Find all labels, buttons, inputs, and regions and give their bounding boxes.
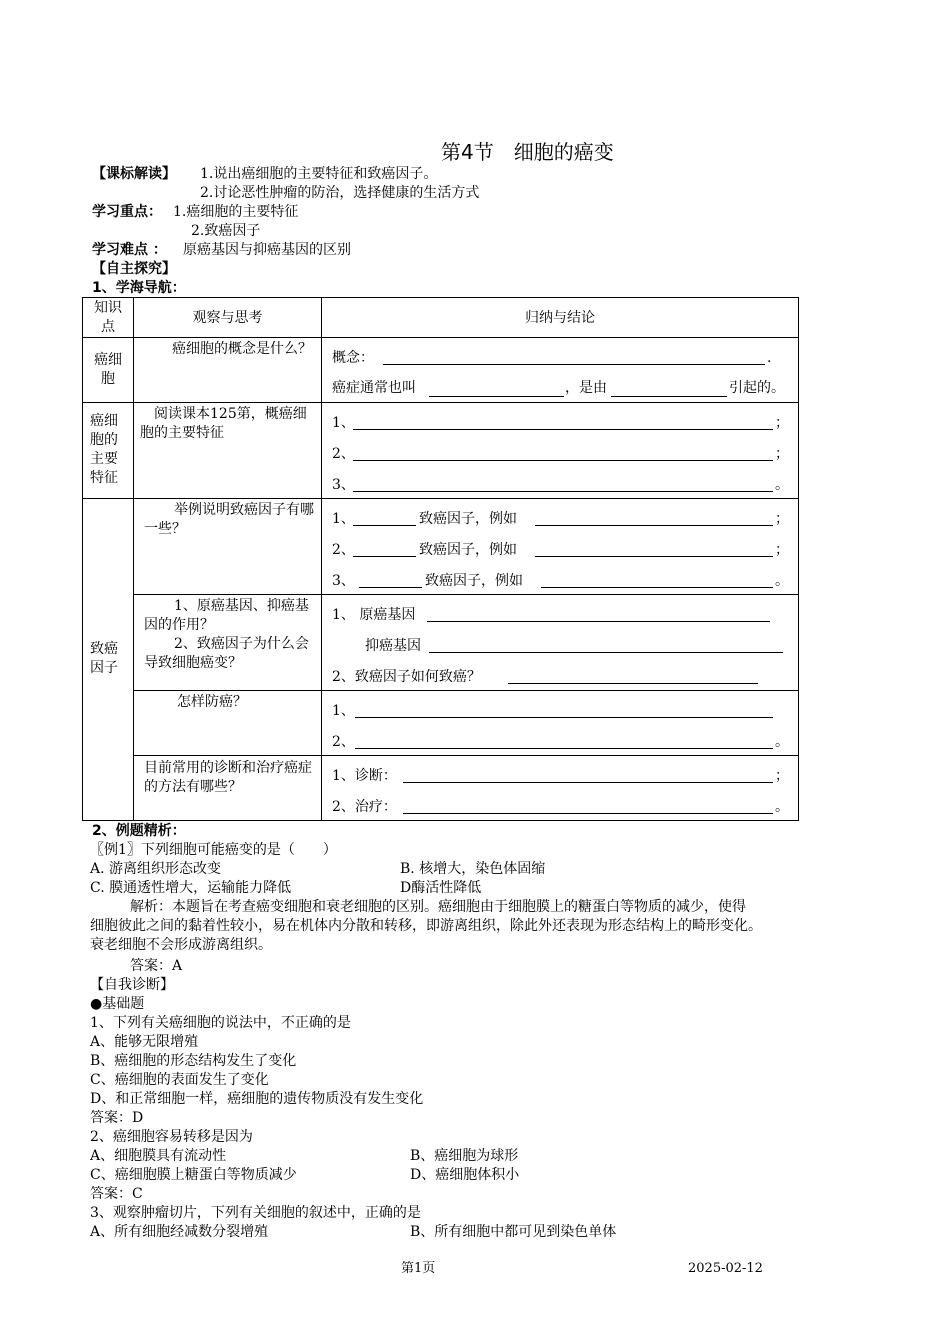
page-title: 第4节 细胞的癌变 bbox=[441, 140, 614, 164]
punct: ； bbox=[775, 511, 789, 527]
q3-option-b: B、所有细胞中都可见到染色单体 bbox=[410, 1224, 617, 1240]
blank-line[interactable] bbox=[355, 717, 773, 718]
q1-option-c: C、癌细胞的表面发生了变化 bbox=[90, 1072, 269, 1088]
row1-concept-label: 概念： bbox=[332, 350, 374, 366]
punct: 。 bbox=[775, 734, 789, 750]
xuehai-heading: 1、学海导航： bbox=[92, 280, 186, 296]
blank-line[interactable] bbox=[427, 621, 770, 622]
blank-line[interactable] bbox=[508, 683, 758, 684]
kebiao-label: 【课标解读】 bbox=[92, 166, 176, 182]
row3-num: 1、 bbox=[332, 511, 355, 527]
punct: 。 bbox=[775, 477, 789, 493]
header-observe: 观察与思考 bbox=[192, 310, 263, 326]
example-question: 〖例1〗下列细胞可能癌变的是（ ） bbox=[90, 842, 337, 858]
row1-end-text: 引起的。 bbox=[729, 380, 785, 396]
row3-num: 3、 bbox=[332, 573, 355, 589]
row3-knowledge: 致癌因子 bbox=[90, 641, 118, 676]
page-date: 2025-02-12 bbox=[688, 1261, 763, 1276]
blank-line[interactable] bbox=[355, 748, 773, 749]
row1-question: 癌细胞的概念是什么？ bbox=[172, 341, 312, 357]
blank-line[interactable] bbox=[541, 587, 773, 588]
zizhu-heading: 【自主探究】 bbox=[92, 261, 176, 277]
blank-line[interactable] bbox=[353, 429, 773, 430]
q3-option-a: A、所有细胞经减数分裂增殖 bbox=[90, 1224, 269, 1240]
q3-stem: 3、观察肿瘤切片，下列有关细胞的叙述中，正确的是 bbox=[90, 1205, 421, 1221]
q1-option-a: A、能够无限增殖 bbox=[90, 1034, 199, 1050]
punct: 。 bbox=[775, 573, 789, 589]
example-option-d: D酶活性降低 bbox=[400, 880, 482, 896]
row2-item-1: 1、 bbox=[332, 415, 355, 431]
row4-how-label: 2、致癌因子如何致癌？ bbox=[332, 669, 481, 685]
q2-option-a: A、细胞膜具有流动性 bbox=[90, 1148, 227, 1164]
punct: 。 bbox=[775, 799, 789, 815]
example-option-b: B. 核增大，染色体固缩 bbox=[400, 861, 546, 877]
example-answer: 答案：A bbox=[130, 958, 183, 974]
q2-answer: 答案：C bbox=[90, 1186, 143, 1202]
punct: . bbox=[767, 350, 772, 366]
example-heading: 2、例题精析： bbox=[92, 823, 186, 839]
row2-knowledge: 癌细胞的主要特征 bbox=[90, 413, 118, 486]
blank-line[interactable] bbox=[353, 525, 416, 526]
basic-heading: ●基础题 bbox=[90, 996, 145, 1012]
nandian-text: 原癌基因与抑癌基因的区别 bbox=[183, 242, 351, 258]
blank-line[interactable] bbox=[353, 556, 416, 557]
row2-item-2: 2、 bbox=[332, 446, 355, 462]
blank-line[interactable] bbox=[403, 813, 773, 814]
blank-line[interactable] bbox=[403, 782, 773, 783]
row3-item: 致癌因子，例如 bbox=[425, 573, 523, 589]
row3-item: 致癌因子，例如 bbox=[419, 542, 517, 558]
row2-item-3: 3、 bbox=[332, 477, 355, 493]
example-analysis-1: 解析：本题旨在考查癌变细胞和衰老细胞的区别。癌细胞由于细胞膜上的糖蛋白等物质的减少，使得 bbox=[130, 899, 746, 915]
row3-question: 举例说明致癌因子有哪一些？ bbox=[144, 502, 314, 537]
punct: ； bbox=[775, 768, 789, 784]
row1-alias-label: 癌症通常也叫 bbox=[332, 380, 416, 396]
blank-line[interactable] bbox=[429, 396, 564, 397]
row3-num: 2、 bbox=[332, 542, 355, 558]
selftest-heading: 【自我诊断】 bbox=[90, 977, 174, 993]
example-analysis-2: 细胞彼此之间的黏着性较小，易在机体内分散和转移，即游离组织，除此外还表现为形态结构上的畸形变化。 bbox=[90, 918, 762, 934]
blank-line[interactable] bbox=[535, 556, 773, 557]
page-number: 第1页 bbox=[401, 1261, 436, 1276]
q1-option-b: B、癌细胞的形态结构发生了变化 bbox=[90, 1053, 297, 1069]
row3-item: 致癌因子，例如 bbox=[419, 511, 517, 527]
q2-option-b: B、癌细胞为球形 bbox=[410, 1148, 519, 1164]
kebiao-item-2: 2.讨论恶性肿瘤的防治，选择健康的生活方式 bbox=[200, 185, 480, 201]
row6-treat-label: 2、治疗： bbox=[332, 799, 397, 815]
blank-line[interactable] bbox=[535, 525, 773, 526]
blank-line[interactable] bbox=[353, 491, 773, 492]
row4-question-1: 1、原癌基因、抑癌基因的作用？ bbox=[144, 598, 309, 633]
blank-line[interactable] bbox=[353, 460, 773, 461]
row4-supp-label: 抑癌基因 bbox=[365, 638, 421, 654]
header-knowledge: 知识点 bbox=[94, 300, 122, 335]
kebiao-item-1: 1.说出癌细胞的主要特征和致癌因子。 bbox=[200, 166, 438, 182]
row4-proto-label: 1、 原癌基因 bbox=[332, 607, 416, 623]
example-analysis-3: 衰老细胞不会形成游离组织。 bbox=[90, 937, 272, 953]
row1-knowledge: 癌细胞 bbox=[94, 352, 122, 387]
row1-cause-label: ，是由 bbox=[565, 380, 607, 396]
row2-question: 阅读课本125第，概癌细胞的主要特征 bbox=[140, 406, 307, 441]
blank-line[interactable] bbox=[359, 587, 422, 588]
q2-option-d: D、癌细胞体积小 bbox=[410, 1167, 520, 1183]
row4-question-2: 2、致癌因子为什么会导致细胞癌变？ bbox=[144, 636, 309, 671]
q2-stem: 2、癌细胞容易转移是因为 bbox=[90, 1129, 253, 1145]
q1-stem: 1、下列有关癌细胞的说法中，不正确的是 bbox=[90, 1015, 351, 1031]
header-conclusion: 归纳与结论 bbox=[525, 310, 595, 326]
q1-answer: 答案：D bbox=[90, 1110, 144, 1126]
punct: ； bbox=[775, 415, 789, 431]
q1-option-d: D、和正常细胞一样，癌细胞的遗传物质没有发生变化 bbox=[90, 1091, 424, 1107]
q2-option-c: C、癌细胞膜上糖蛋白等物质减少 bbox=[90, 1167, 297, 1183]
zhongdian-item-2: 2.致癌因子 bbox=[191, 223, 261, 239]
example-option-a: A. 游离组织形态改变 bbox=[90, 861, 222, 877]
zhongdian-label: 学习重点： bbox=[92, 204, 162, 220]
punct: ； bbox=[775, 542, 789, 558]
blank-line[interactable] bbox=[429, 652, 783, 653]
row5-question: 怎样防癌？ bbox=[177, 694, 247, 710]
row6-diagnose-label: 1、诊断： bbox=[332, 768, 397, 784]
nandian-label: 学习难点 ： bbox=[92, 242, 167, 258]
blank-line[interactable] bbox=[611, 396, 727, 397]
row6-question: 目前常用的诊断和治疗癌症的方法有哪些？ bbox=[144, 760, 312, 795]
punct: ； bbox=[775, 446, 789, 462]
blank-line[interactable] bbox=[383, 364, 765, 365]
row5-item-1: 1、 bbox=[332, 703, 355, 719]
example-option-c: C. 膜通透性增大，运输能力降低 bbox=[90, 880, 292, 896]
row5-item-2: 2、 bbox=[332, 734, 355, 750]
zhongdian-item-1: 1.癌细胞的主要特征 bbox=[173, 204, 299, 220]
